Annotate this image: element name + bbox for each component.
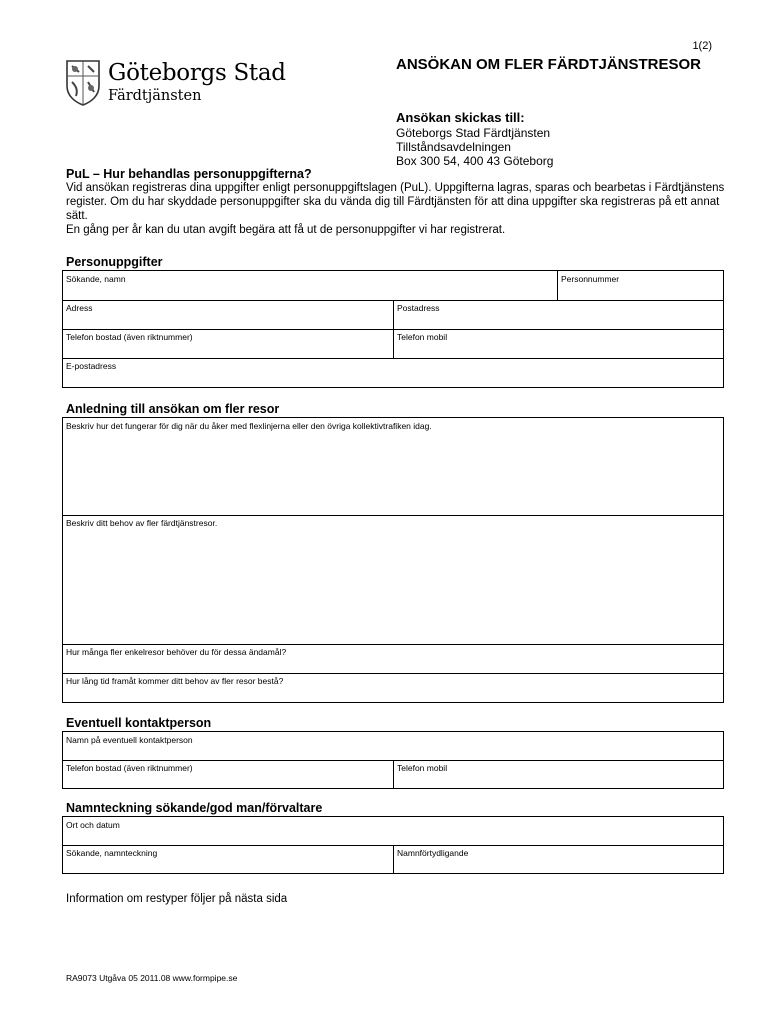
address-field[interactable]: Adress — [66, 303, 93, 313]
home-phone-field[interactable]: Telefon bostad (även riktnummer) — [66, 332, 193, 342]
page-number: 1(2) — [692, 40, 712, 52]
duration-field[interactable]: Hur lång tid framåt kommer ditt behov av fler resor bestå? — [66, 676, 284, 686]
applicant-name-field[interactable]: Sökande, namn — [66, 274, 126, 284]
logo-name: Göteborgs Stad — [108, 60, 286, 86]
travel-need-field[interactable]: Beskriv ditt behov av fler färdtjänstresor. — [66, 518, 218, 528]
pul-paragraph: En gång per år kan du utan avgift begära att få ut de personuppgifter vi har registrerat. — [66, 224, 506, 236]
contact-box — [62, 731, 724, 789]
pul-paragraph: Vid ansökan registreras dina uppgifter enligt personuppgiftslagen (PuL). Uppgifterna lagras, sparas och bearbetas i Färdtjänstens register. Om du har skyddade personuppgifter ska du vända dig till Färdtjänsten för att dina uppgifter ska registreras på ett annat sätt. — [66, 182, 725, 222]
pul-heading: PuL – Hur behandlas personuppgifterna? — [66, 167, 312, 181]
place-date-field[interactable]: Ort och datum — [66, 820, 120, 830]
footer: RA9073 Utgåva 05 2011.08 www.formpipe.se — [66, 973, 238, 983]
personuppgifter-heading: Personuppgifter — [66, 255, 163, 269]
contact-heading: Eventuell kontaktperson — [66, 716, 212, 730]
trip-count-field[interactable]: Hur många fler enkelresor behöver du för dessa ändamål? — [66, 647, 287, 657]
contact-name-field[interactable]: Namn på eventuell kontaktperson — [66, 735, 193, 745]
applicant-signature-field[interactable]: Sökande, namnteckning — [66, 848, 158, 858]
form-title: ANSÖKAN OM FLER FÄRDTJÄNSTRESOR — [396, 56, 702, 73]
send-to-heading: Ansökan skickas till: — [396, 110, 525, 125]
signature-box — [62, 816, 724, 874]
personnummer-field[interactable]: Personnummer — [561, 274, 620, 284]
logo-subtitle: Färdtjänsten — [108, 88, 202, 104]
send-to-line: Göteborgs Stad Färdtjänsten — [396, 126, 551, 140]
logo — [64, 56, 286, 112]
info-text: Information om restyper följer på nästa sida — [66, 893, 288, 905]
reason-box — [62, 417, 724, 703]
contact-mobile-phone-field[interactable]: Telefon mobil — [397, 763, 448, 773]
contact-home-phone-field[interactable]: Telefon bostad (även riktnummer) — [66, 763, 193, 773]
send-to-line: Box 300 54, 400 43 Göteborg — [396, 154, 554, 168]
pul-text — [66, 181, 726, 237]
coat-of-arms-icon — [64, 58, 102, 106]
current-travel-field[interactable]: Beskriv hur det fungerar för dig när du åker med flexlinjerna eller den övriga kollektivtrafiken idag. — [66, 421, 432, 431]
signature-heading: Namnteckning sökande/god man/förvaltare — [66, 801, 323, 815]
postal-address-field[interactable]: Postadress — [397, 303, 440, 313]
name-clarification-field[interactable]: Namnförtydligande — [397, 848, 469, 858]
mobile-phone-field[interactable]: Telefon mobil — [397, 332, 448, 342]
reason-heading: Anledning till ansökan om fler resor — [66, 402, 280, 416]
email-field[interactable]: E-postadress — [66, 361, 117, 371]
personuppgifter-box — [62, 270, 724, 388]
send-to-line: Tillståndsavdelningen — [396, 140, 511, 154]
